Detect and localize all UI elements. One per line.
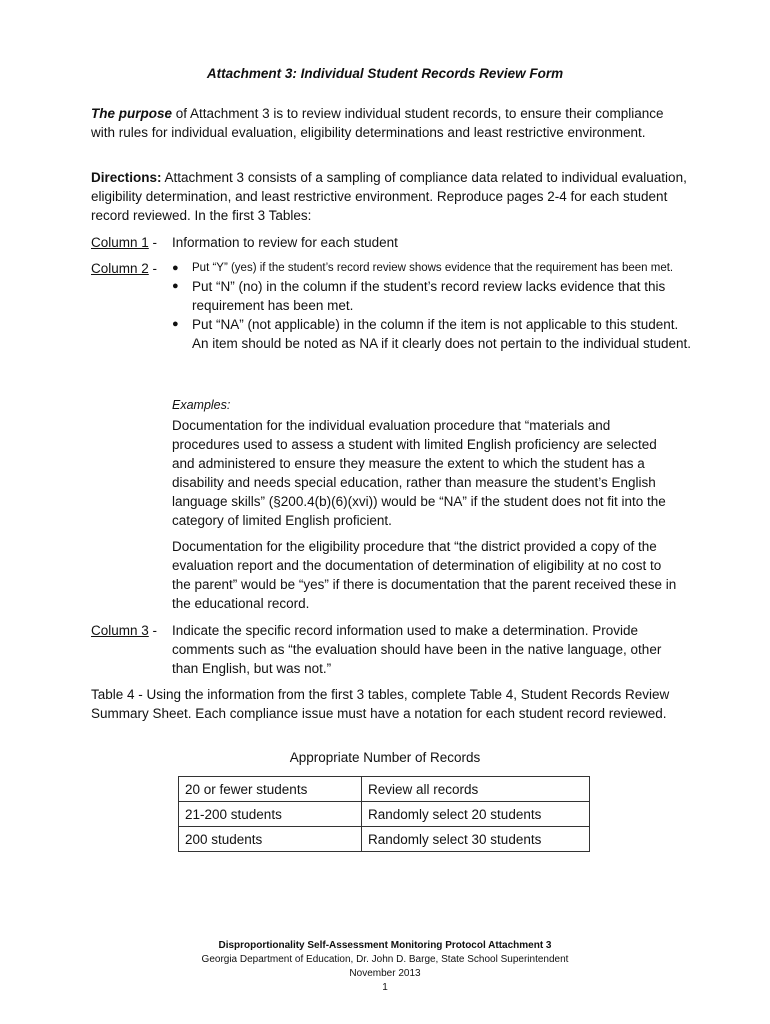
table-cell: Review all records [362, 777, 590, 802]
table4-note: Table 4 - Using the information from the first 3 tables, complete Table 4, Student Records Review Summary Sheet. Each compliance issue must have a notation for each student record reviewed. [91, 687, 670, 721]
bullet-text: Put “Y” (yes) if the student’s record review shows evidence that the requirement has been met. [192, 262, 674, 274]
footer-line-1: Disproportionality Self-Assessment Monitoring Protocol Attachment 3 [218, 940, 552, 951]
table-cell: 21-200 students [179, 802, 362, 827]
table-cell: Randomly select 30 students [362, 827, 590, 852]
directions-lead: Directions: [91, 170, 162, 185]
table-cell: 200 students [179, 827, 362, 852]
purpose-text: of Attachment 3 is to review individual student records, to ensure their compliance with rules for individual evaluation, eligibility determinations and least restrictive environment. [91, 106, 664, 140]
directions-text: Attachment 3 consists of a sampling of compliance data related to individual evaluation, eligibility determination, and least restrictive environment. Reproduce pages 2-4 for each student record reviewed. In the first 3 Tables: [91, 170, 687, 223]
example-paragraph-2: Documentation for the eligibility procedure that “the district provided a copy of the evaluation report and the documentation of determination of eligibility at no cost to the parent” would be “yes” if there is documentation that the parent received these in the educational record. [172, 539, 677, 611]
column1-text: Information to review for each student [172, 235, 398, 250]
records-table-caption: Appropriate Number of Records [289, 750, 481, 765]
purpose-paragraph [91, 104, 691, 142]
column2-bullet-list [172, 260, 692, 353]
column1-label-text: Column 1 [91, 235, 149, 250]
column1-label-suffix: - [148, 235, 158, 250]
bullet-text: Put “N” (no) in the column if the student’s record review lacks evidence that this requirement has been met. [192, 279, 666, 313]
table-row [179, 777, 590, 802]
column3-label [91, 621, 157, 640]
column2-label-suffix: - [148, 261, 158, 276]
table-cell: Randomly select 20 students [362, 802, 590, 827]
example-paragraph-1: Documentation for the individual evaluation procedure that “materials and procedures used to assess a student with limited English proficiency are selected and administered to ensure they measure the extent to which the student has a disability and needs special education, rather than measure the student’s English language skills” (§200.4(b)(6)(xvi)) would be “NA” if the student does not fit into the category of limited English proficient. [172, 418, 666, 528]
records-table [178, 776, 590, 852]
table-row [179, 802, 590, 827]
bullet-icon: ● [172, 280, 179, 292]
directions-paragraph [91, 168, 691, 225]
column3-label-suffix: - [148, 623, 158, 638]
purpose-lead: The purpose [91, 106, 173, 121]
bullet-icon: ● [172, 262, 179, 274]
footer-line-3: November 2013 [349, 968, 421, 979]
table-row [179, 827, 590, 852]
column1-label [91, 233, 157, 252]
examples-label: Examples: [172, 398, 231, 412]
bullet-text: Put “NA” (not applicable) in the column if the item is not applicable to this student. An item should be noted as NA if it clearly does not pertain to the individual student. [192, 317, 692, 351]
table-cell: 20 or fewer students [179, 777, 362, 802]
document-title: Attachment 3: Individual Student Records Review Form [206, 66, 564, 81]
column2-label-text: Column 2 [91, 261, 149, 276]
page-footer [0, 939, 770, 995]
bullet-item [172, 260, 692, 277]
bullet-icon: ● [172, 318, 179, 330]
page-number: 1 [382, 982, 388, 993]
footer-line-2: Georgia Department of Education, Dr. John D. Barge, State School Superintendent [201, 954, 569, 965]
bullet-item [172, 315, 692, 353]
column3-text: Indicate the specific record information used to make a determination. Provide comments such as “the evaluation should have been in the native language, other than English, but was not.” [172, 623, 662, 676]
column2-label [91, 259, 157, 278]
bullet-item [172, 277, 692, 315]
column3-label-text: Column 3 [91, 623, 149, 638]
